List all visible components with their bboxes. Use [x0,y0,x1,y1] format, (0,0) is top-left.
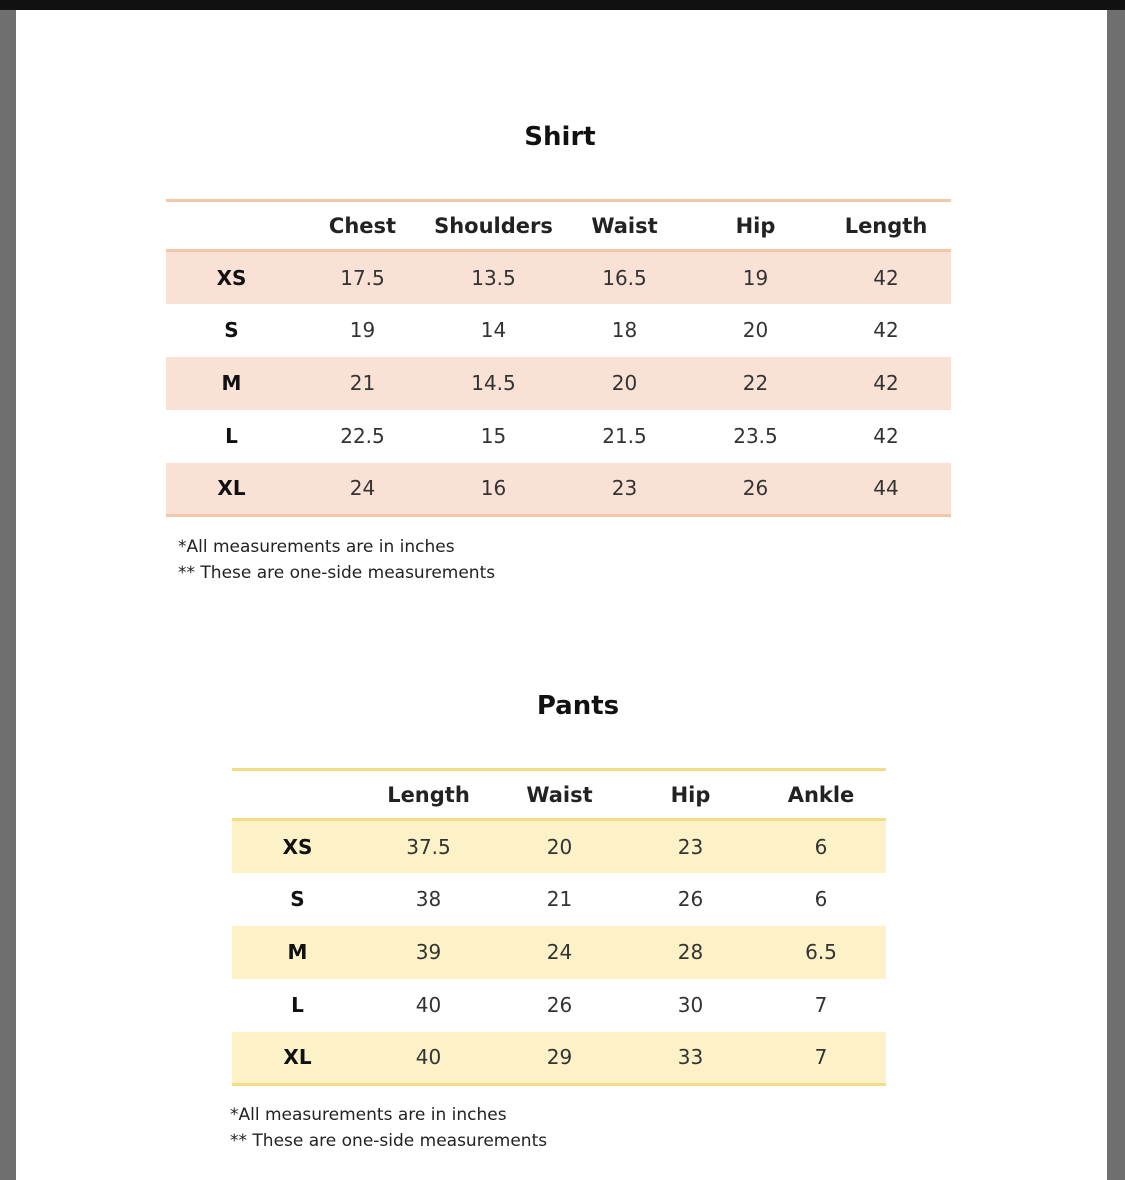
length-cell: 42 [873,318,899,342]
size-label: XL [283,1045,312,1070]
pants-notes [230,1102,547,1154]
length-cell: 42 [873,265,899,290]
table-row [166,304,951,357]
waist-cell: 21 [546,887,573,911]
waist-cell: 26 [546,993,573,1017]
hip-cell: 33 [677,1045,704,1070]
pants-title: Pants [536,691,620,721]
hip-cell: 28 [677,940,704,964]
size-label: M [287,940,308,964]
shirt-note-one-side: ** These are one-side measurements [178,563,496,583]
top-bar [0,0,1125,10]
shirt-header-chest: Chest [328,213,397,238]
waist-cell: 24 [546,940,573,964]
shoulders-cell: 15 [480,424,507,448]
hip-cell: 30 [677,993,704,1017]
size-label: M [221,371,242,395]
length-cell: 37.5 [406,834,451,859]
hip-cell: 26 [677,887,704,911]
table-row [166,251,951,304]
pants-header-size [232,770,363,820]
pants-header-hip: Hip [670,782,711,807]
waist-cell: 20 [546,834,573,859]
size-label: XL [217,476,246,501]
table-row [232,926,886,979]
table-row [166,410,951,463]
size-label: S [224,318,239,342]
length-cell: 42 [873,371,899,395]
hip-cell: 20 [742,318,769,342]
pants-header-waist: Waist [526,782,593,807]
length-cell: 44 [873,476,899,501]
shirt-header-size [166,201,297,251]
size-label: XS [282,834,313,859]
ankle-cell: 6.5 [805,940,837,964]
shirt-header-length: Length [844,213,928,238]
shirt-note-units: *All measurements are in inches [178,537,455,557]
hip-cell: 23 [677,834,704,859]
ankle-cell: 6 [814,834,828,859]
chest-cell: 24 [349,476,376,501]
pants-header-ankle: Ankle [787,782,855,807]
shirt-header-shoulders: Shoulders [434,213,553,238]
waist-cell: 21.5 [602,424,647,448]
length-cell: 40 [415,993,442,1017]
hip-cell: 26 [742,476,769,501]
table-row [166,357,951,410]
length-cell: 40 [415,1045,442,1070]
ankle-cell: 7 [814,993,828,1017]
table-row [232,873,886,926]
shoulders-cell: 16 [480,476,507,501]
ankle-cell: 7 [814,1045,828,1070]
length-cell: 39 [415,940,442,964]
pants-header-row [232,770,886,820]
chest-cell: 17.5 [340,265,385,290]
hip-cell: 23.5 [733,424,778,448]
size-label: L [291,993,304,1017]
pants-header-length: Length [387,782,470,807]
hip-cell: 19 [742,265,769,290]
table-row [232,820,886,873]
shoulders-cell: 14 [480,318,507,342]
length-cell: 42 [873,424,899,448]
document-page [16,10,1107,1180]
shirt-notes [178,534,495,586]
table-row [232,979,886,1032]
shirt-size-table [166,199,951,517]
hip-cell: 22 [742,371,769,395]
shirt-header-row [166,201,951,251]
size-label: S [290,887,305,911]
shoulders-cell: 13.5 [471,265,516,290]
chest-cell: 22.5 [340,424,385,448]
shoulders-cell: 14.5 [471,371,516,395]
waist-cell: 20 [611,371,638,395]
table-row [232,1032,886,1085]
shirt-title: Shirt [524,122,596,152]
waist-cell: 23 [611,476,638,501]
size-label: XS [216,265,247,290]
shirt-header-waist: Waist [591,213,658,238]
pants-note-one-side: ** These are one-side measurements [230,1131,548,1151]
chest-cell: 19 [349,318,376,342]
waist-cell: 29 [546,1045,573,1070]
waist-cell: 16.5 [602,265,647,290]
chest-cell: 21 [349,371,376,395]
ankle-cell: 6 [814,887,828,911]
pants-size-table [232,768,886,1086]
length-cell: 38 [415,887,442,911]
table-row [166,463,951,516]
size-label: L [225,424,238,448]
pants-note-units: *All measurements are in inches [230,1105,507,1125]
shirt-header-hip: Hip [735,213,776,238]
waist-cell: 18 [611,318,638,342]
